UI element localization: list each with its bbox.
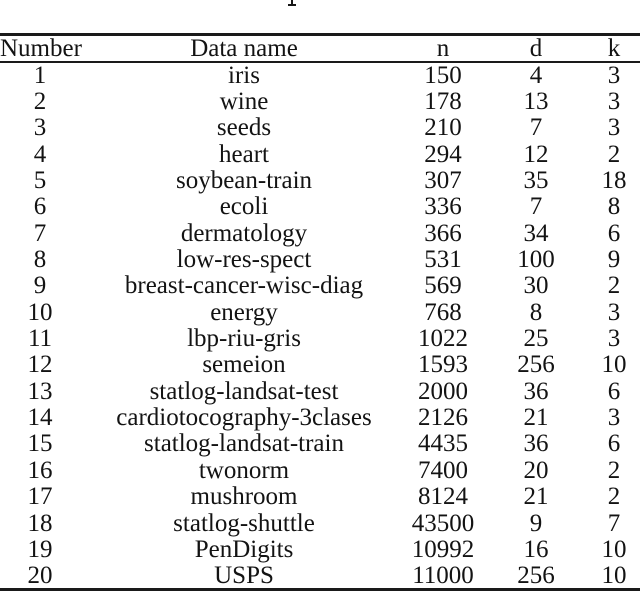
cell-n: 294 <box>424 140 462 168</box>
cell-d: 8 <box>529 298 543 326</box>
cell-n: 569 <box>424 272 462 300</box>
cell-d: 16 <box>523 535 549 563</box>
cell-data-name: twonorm <box>198 456 290 484</box>
cell-n: 210 <box>424 114 462 142</box>
cell-data-name: PenDigits <box>194 535 294 563</box>
cell-k: 10 <box>601 351 627 379</box>
table-row <box>0 325 640 351</box>
cell-data-name: ecoli <box>219 193 269 221</box>
caption-fragment <box>287 0 297 7</box>
cell-data-name: soybean-train <box>175 167 313 195</box>
cell-data-name: breast-cancer-wisc-diag <box>124 272 364 300</box>
cell-k: 18 <box>601 167 627 195</box>
cell-number: 18 <box>27 509 53 537</box>
cell-number: 15 <box>27 430 53 458</box>
cell-d: 30 <box>523 272 549 300</box>
cell-k: 2 <box>607 483 621 511</box>
cell-k: 10 <box>601 561 627 589</box>
table-row <box>0 484 640 510</box>
table-row <box>0 510 640 536</box>
cell-d: 36 <box>523 377 549 405</box>
datasets-table <box>0 33 640 591</box>
cell-k: 3 <box>607 298 621 326</box>
cell-number: 12 <box>27 351 53 379</box>
table-row <box>0 378 640 404</box>
cell-d: 7 <box>529 193 543 221</box>
cell-n: 2126 <box>418 404 468 432</box>
cell-n: 2000 <box>418 377 468 405</box>
cell-d: 7 <box>529 114 543 142</box>
table-row <box>0 563 640 590</box>
cell-data-name: USPS <box>214 561 274 589</box>
column-header-data-name: Data name <box>190 35 298 62</box>
cell-n: 1593 <box>418 351 468 379</box>
table-row <box>0 220 640 246</box>
cell-n: 336 <box>424 193 462 221</box>
cell-k: 3 <box>607 62 621 90</box>
header-row <box>0 35 640 63</box>
cell-number: 5 <box>33 167 47 195</box>
cell-number: 4 <box>33 140 47 168</box>
cell-k: 10 <box>601 535 627 563</box>
cell-d: 25 <box>523 325 549 353</box>
cell-n: 531 <box>424 246 462 274</box>
cell-data-name: statlog-landsat-train <box>144 430 344 458</box>
cell-number: 20 <box>27 561 53 589</box>
cell-k: 8 <box>607 193 621 221</box>
cell-data-name: wine <box>219 88 269 116</box>
cell-data-name: cardiotocography-3clases <box>116 404 372 432</box>
cell-d: 256 <box>517 351 555 379</box>
cell-number: 2 <box>33 88 47 116</box>
table-row <box>0 115 640 141</box>
cell-data-name: energy <box>210 298 278 326</box>
cell-n: 8124 <box>418 483 468 511</box>
cell-n: 10992 <box>411 535 475 563</box>
cell-k: 6 <box>607 430 621 458</box>
cell-n: 178 <box>424 88 462 116</box>
cell-n: 366 <box>424 219 462 247</box>
cell-n: 11000 <box>412 561 474 589</box>
caption-fragment-foot <box>288 4 297 7</box>
cell-d: 12 <box>523 140 549 168</box>
cell-data-name: seeds <box>216 114 272 142</box>
table-row <box>0 404 640 430</box>
cell-d: 100 <box>517 246 555 274</box>
table-row <box>0 431 640 457</box>
cell-data-name: semeion <box>202 351 286 379</box>
table-row <box>0 62 640 88</box>
table-row <box>0 194 640 220</box>
cell-data-name: mushroom <box>190 483 298 511</box>
table-row <box>0 273 640 299</box>
cell-d: 21 <box>523 404 549 432</box>
cell-number: 3 <box>33 114 47 142</box>
cell-n: 1022 <box>418 325 468 353</box>
cell-number: 9 <box>33 272 47 300</box>
cell-d: 9 <box>529 509 543 537</box>
cell-data-name: heart <box>219 140 269 168</box>
cell-k: 2 <box>607 272 621 300</box>
column-header-number: Number <box>0 35 82 62</box>
cell-n: 768 <box>424 298 462 326</box>
cell-n: 150 <box>424 62 462 90</box>
cell-k: 3 <box>607 325 621 353</box>
cell-number: 13 <box>27 377 53 405</box>
table-body <box>0 62 640 589</box>
cell-number: 7 <box>33 219 47 247</box>
cell-n: 7400 <box>418 456 468 484</box>
cell-n: 307 <box>424 167 462 195</box>
cell-d: 35 <box>523 167 549 195</box>
cell-d: 256 <box>517 561 555 589</box>
column-header-d: d <box>529 35 543 62</box>
cell-n: 4435 <box>418 430 468 458</box>
table-row <box>0 88 640 114</box>
cell-data-name: dermatology <box>180 219 308 247</box>
cell-number: 14 <box>27 404 53 432</box>
cell-k: 3 <box>607 88 621 116</box>
cell-data-name: statlog-landsat-test <box>149 377 339 405</box>
cell-k: 3 <box>607 114 621 142</box>
cell-number: 19 <box>27 535 53 563</box>
column-header-n: n <box>436 35 450 62</box>
cell-k: 6 <box>607 219 621 247</box>
cell-number: 8 <box>33 246 47 274</box>
column-header-k: k <box>607 35 621 62</box>
cell-k: 6 <box>607 377 621 405</box>
cell-d: 4 <box>529 62 543 90</box>
cell-number: 6 <box>33 193 47 221</box>
cell-number: 17 <box>27 483 53 511</box>
cell-number: 16 <box>27 456 53 484</box>
table-row <box>0 457 640 483</box>
cell-data-name: statlog-shuttle <box>173 509 315 537</box>
cell-number: 1 <box>33 62 47 90</box>
cell-k: 3 <box>607 404 621 432</box>
cell-number: 11 <box>27 325 53 353</box>
table-row <box>0 536 640 562</box>
table-row <box>0 352 640 378</box>
cell-k: 2 <box>607 140 621 168</box>
cell-n: 43500 <box>411 509 475 537</box>
cell-number: 10 <box>27 298 53 326</box>
cell-d: 34 <box>523 219 549 247</box>
cell-k: 2 <box>607 456 621 484</box>
cell-data-name: iris <box>228 62 260 90</box>
cell-data-name: lbp-riu-gris <box>187 325 301 353</box>
cell-k: 7 <box>607 509 621 537</box>
cell-d: 21 <box>523 483 549 511</box>
cell-data-name: low-res-spect <box>176 246 312 274</box>
cell-d: 36 <box>523 430 549 458</box>
table-header <box>0 35 640 63</box>
table-row <box>0 141 640 167</box>
cell-k: 9 <box>607 246 621 274</box>
cell-d: 13 <box>523 88 549 116</box>
cell-d: 20 <box>523 456 549 484</box>
table-row <box>0 299 640 325</box>
table-row <box>0 246 640 272</box>
table-row <box>0 167 640 193</box>
